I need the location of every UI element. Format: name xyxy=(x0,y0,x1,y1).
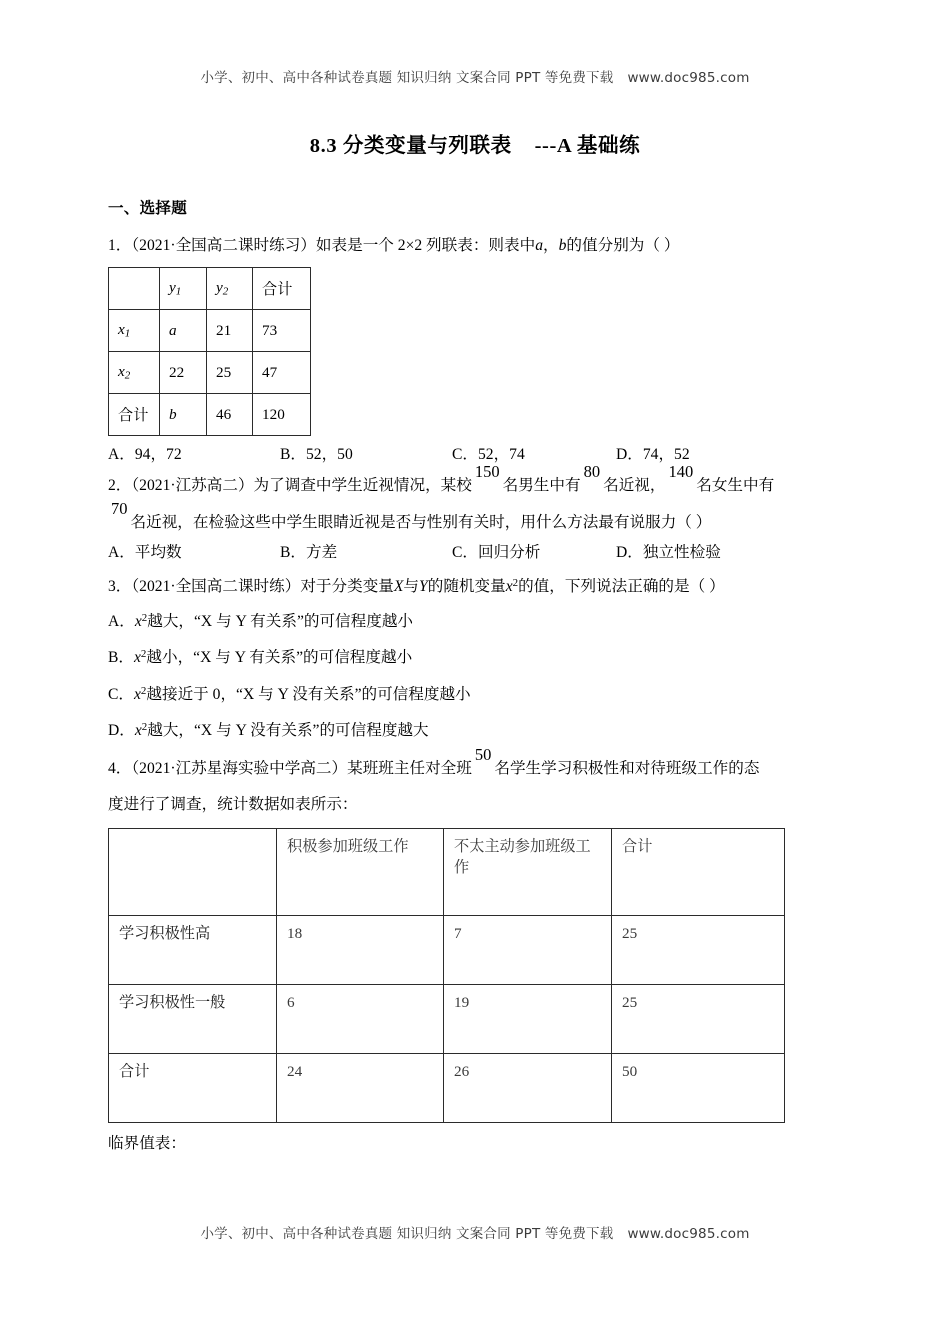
question-3-var-Y: Y xyxy=(419,578,428,596)
participation-cell-r0c2: 25 xyxy=(612,916,785,985)
question-3-var-X: X xyxy=(393,578,404,596)
footer-watermark-url: www.doc985.com xyxy=(627,1226,750,1242)
participation-cell-r1c0: 6 xyxy=(277,985,444,1054)
contingency-cell-r2c1: 46 xyxy=(207,394,253,436)
question-3-with: 与 xyxy=(403,578,420,596)
question-3-var-x: x xyxy=(505,578,513,596)
contingency-rowlabel-x2-sub: 2 xyxy=(124,369,131,382)
question-2-line2-text: 名近视，在检验这些中学生眼睛近视是否与性别有关时，用什么方法最有说服力（ ） xyxy=(130,514,712,531)
table-row xyxy=(109,1054,785,1123)
table-row xyxy=(109,916,785,985)
page-title: 8.3 分类变量与列联表 ---A 基础练 xyxy=(309,135,641,157)
question-3-option-a-var: x xyxy=(134,613,142,631)
question-3-option-d-text: 越大，“X 与 Y 没有关系”的可信程度越大 xyxy=(147,722,429,740)
question-3-option-d-label: D． xyxy=(108,722,135,740)
question-4-stem-line2: 度进行了调查，统计数据如表所示： xyxy=(108,796,358,814)
question-3-option-b-text: 越小，“X 与 Y 有关系”的可信程度越小 xyxy=(146,649,413,667)
participation-cell-r2c0: 24 xyxy=(277,1054,444,1123)
question-3-option-b-var: x xyxy=(134,649,141,667)
contingency-rowlabel-x1 xyxy=(109,310,160,352)
contingency-cell-r0c1: 21 xyxy=(207,310,253,352)
contingency-cell-r1c1: 25 xyxy=(207,352,253,394)
question-4-stem-line1 xyxy=(108,745,850,784)
participation-cell-r0c1: 7 xyxy=(444,916,612,985)
question-3-option-d-var: x xyxy=(134,722,142,740)
table-row xyxy=(109,268,311,310)
contingency-rowlabel-total: 合计 xyxy=(109,394,160,436)
question-2-number-80: 80 xyxy=(583,462,601,481)
question-2-option-a[interactable]: A．平均数 xyxy=(108,544,182,561)
question-2-number-70: 70 xyxy=(111,499,128,518)
question-3-option-c-var: x xyxy=(134,685,141,703)
table-contingency xyxy=(108,267,311,436)
question-3-option-b-exp: 2 xyxy=(140,648,147,661)
contingency-cell-r1c0: 22 xyxy=(160,352,207,394)
participation-rowlabel-high: 学习积极性高 xyxy=(109,916,277,985)
question-3-option-a[interactable] xyxy=(108,602,850,638)
question-3-part3: 的值，下列说法正确的是（ ） xyxy=(518,578,725,596)
question-3-option-c[interactable] xyxy=(108,675,850,711)
question-3-part1: 3．（2021·全国高二课时练）对于分类变量 xyxy=(108,578,394,596)
question-1-option-c[interactable]: C．52，74 xyxy=(452,446,525,463)
participation-rowlabel-total: 合计 xyxy=(109,1054,277,1123)
contingency-header-y2 xyxy=(207,268,253,310)
table-row xyxy=(109,394,311,436)
participation-cell-r2c2: 50 xyxy=(612,1054,785,1123)
question-1-option-d[interactable]: D．74，52 xyxy=(616,446,690,463)
participation-cell-r1c2: 25 xyxy=(612,985,785,1054)
question-2-part1: 2．（2021·江苏高二）为了调查中学生近视情况，某校 xyxy=(108,477,472,494)
header-watermark xyxy=(0,66,950,86)
header-watermark-text: 小学、初中、高中各种试卷真题 知识归纳 文案合同 PPT 等免费下载 xyxy=(200,70,614,86)
participation-header-active: 积极参加班级工作 xyxy=(277,829,444,916)
question-1-stem-comma: ， xyxy=(543,237,559,254)
question-4-part1: 4．（2021·江苏星海实验中学高二）某班班主任对全班 xyxy=(108,760,472,778)
contingency-header-y1-base: y xyxy=(169,279,176,297)
footer-watermark xyxy=(0,1222,950,1242)
participation-header-inactive: 不太主动参加班级工作 xyxy=(444,829,612,916)
question-2-stem-line2 xyxy=(108,499,850,538)
contingency-cell-a: a xyxy=(160,310,207,352)
question-1-stem xyxy=(108,231,850,261)
table-row xyxy=(109,352,311,394)
contingency-cell-r1c2: 47 xyxy=(253,352,311,394)
question-3-option-a-exp: 2 xyxy=(141,612,148,625)
contingency-rowlabel-x1-sub: 1 xyxy=(124,327,131,340)
participation-rowlabel-normal: 学习积极性一般 xyxy=(109,985,277,1054)
question-2-option-c[interactable]: C．回归分析 xyxy=(452,544,541,561)
table-participation xyxy=(108,828,785,1123)
question-3-exponent: 2 xyxy=(512,577,519,589)
section-heading-choice: 一、选择题 xyxy=(108,200,188,217)
contingency-header-y2-base: y xyxy=(216,279,223,297)
contingency-header-total: 合计 xyxy=(253,268,311,310)
question-2-option-d[interactable]: D．独立性检验 xyxy=(616,544,721,561)
contingency-cell-r0c2: 73 xyxy=(253,310,311,352)
question-2-part2: 名男生中有 xyxy=(502,477,581,494)
question-3-option-b-label: B． xyxy=(108,649,134,667)
question-2-stem-line1 xyxy=(108,462,850,501)
question-2-part3: 名近视， xyxy=(603,477,666,494)
critical-value-table-note: 临界值表： xyxy=(108,1135,186,1153)
question-1-var-b: b xyxy=(558,237,567,254)
question-2-number-140: 140 xyxy=(668,462,694,481)
footer-watermark-text: 小学、初中、高中各种试卷真题 知识归纳 文案合同 PPT 等免费下载 xyxy=(200,1226,614,1242)
participation-cell-r2c1: 26 xyxy=(444,1054,612,1123)
question-1-stem-suffix: 的值分别为（ ） xyxy=(566,237,680,254)
question-1-option-b[interactable]: B．52，50 xyxy=(280,446,353,463)
question-3-stem xyxy=(108,568,850,602)
question-4-part2: 名学生学习积极性和对待班级工作的态 xyxy=(494,760,760,778)
question-2-option-b[interactable]: B．方差 xyxy=(280,544,338,561)
contingency-header-corner xyxy=(109,268,160,310)
question-3-option-a-text: 越大，“X 与 Y 有关系”的可信程度越小 xyxy=(147,613,414,631)
question-4-number-50: 50 xyxy=(474,745,492,765)
question-2-part4: 名女生中有 xyxy=(696,477,775,494)
question-3-option-c-exp: 2 xyxy=(140,684,147,697)
contingency-rowlabel-x1-base: x xyxy=(118,321,125,339)
contingency-header-y2-sub: 2 xyxy=(222,285,229,298)
question-3-option-c-label: C． xyxy=(108,685,134,703)
participation-cell-r0c0: 18 xyxy=(277,916,444,985)
table-row xyxy=(109,985,785,1054)
table-row xyxy=(109,829,785,916)
contingency-rowlabel-x2-base: x xyxy=(118,363,125,381)
question-1-var-a: a xyxy=(535,237,544,254)
contingency-header-y1-sub: 1 xyxy=(175,285,182,298)
participation-header-corner xyxy=(109,829,277,916)
question-2-options xyxy=(108,538,850,568)
contingency-cell-r2c2: 120 xyxy=(253,394,311,436)
question-3-option-b[interactable] xyxy=(108,638,850,674)
contingency-rowlabel-x2 xyxy=(109,352,160,394)
question-3-part2: 的随机变量 xyxy=(427,578,506,596)
participation-header-total: 合计 xyxy=(612,829,785,916)
question-3-option-d-exp: 2 xyxy=(141,720,148,733)
participation-cell-r1c1: 19 xyxy=(444,985,612,1054)
question-1-option-a[interactable]: A．94，72 xyxy=(108,446,182,463)
question-3-option-c-text: 越接近于 0，“X 与 Y 没有关系”的可信程度越小 xyxy=(146,685,471,703)
table-row xyxy=(109,310,311,352)
contingency-cell-b: b xyxy=(160,394,207,436)
contingency-header-y1 xyxy=(160,268,207,310)
question-2-number-150: 150 xyxy=(474,462,500,481)
header-watermark-url: www.doc985.com xyxy=(627,70,750,86)
question-1-stem-prefix: 1．（2021·全国高二课时练习）如表是一个 2×2 列联表：则表中 xyxy=(108,237,536,254)
document-body xyxy=(108,196,850,1159)
question-3-option-a-label: A． xyxy=(108,613,135,631)
